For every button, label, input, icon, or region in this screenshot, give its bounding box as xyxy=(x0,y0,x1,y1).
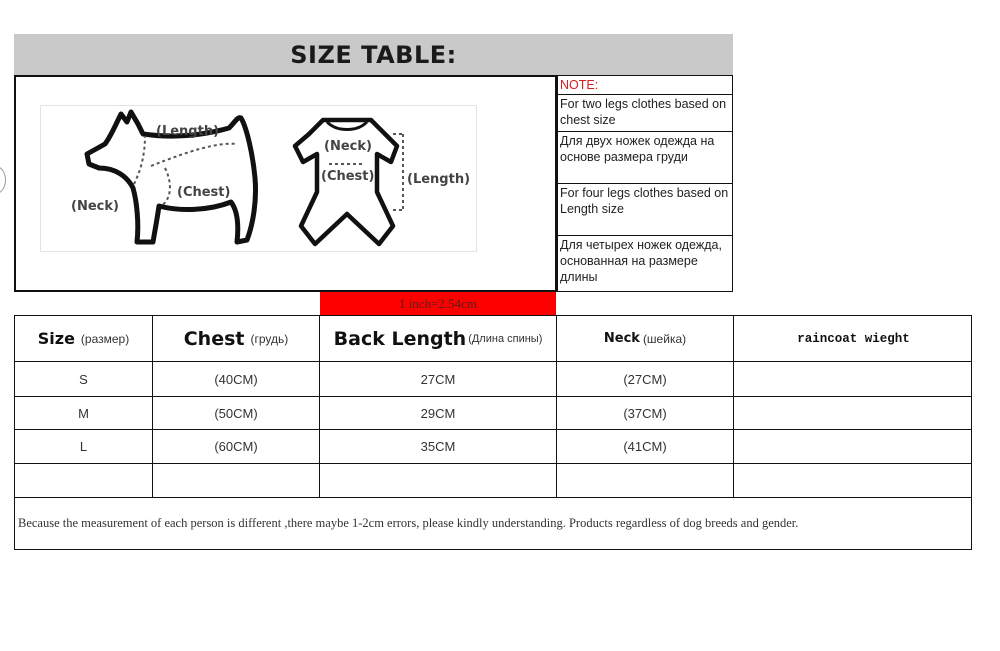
table-cell: 29CM xyxy=(420,405,456,421)
table-cell xyxy=(734,430,973,463)
table-cell: (40CM) xyxy=(214,371,258,387)
table-cell: (50CM) xyxy=(214,405,258,421)
table-cell: 35CM xyxy=(420,439,456,454)
unit-conversion-banner xyxy=(320,292,556,316)
note-item: Для двух ножек одежда на основе размера груди xyxy=(558,132,732,184)
table-cell: (60CM) xyxy=(214,439,258,454)
table-cell xyxy=(734,397,973,429)
table-cell: S xyxy=(79,371,88,387)
header-back-length xyxy=(320,316,556,361)
size-table xyxy=(14,315,972,550)
note-item: For two legs clothes based on chest size xyxy=(558,95,732,132)
header-back-length-main: Back Length xyxy=(333,327,467,350)
dog-length-label: (Length) xyxy=(156,124,220,139)
disclaimer-note: Because the measurement of each person is different ,there maybe 1-2cm errors, please kindly understanding. Products regardless of dog breeds and gender. xyxy=(18,516,799,530)
table-cell: (41CM) xyxy=(623,439,667,454)
table-cell xyxy=(153,464,319,497)
table-cell xyxy=(15,464,152,497)
note-item: For four legs clothes based on Length size xyxy=(558,184,732,236)
edge-handle xyxy=(0,166,6,194)
header-raincoat-weight-main: raincoat wieght xyxy=(797,331,910,346)
measurement-diagram xyxy=(40,105,477,252)
dog-chest-label: (Chest) xyxy=(177,185,231,200)
table-cell: (27CM) xyxy=(623,371,667,387)
table-cell xyxy=(734,464,973,497)
table-cell: L xyxy=(79,439,88,454)
table-cell xyxy=(320,464,556,497)
page-title xyxy=(14,34,733,76)
header-back-length-sub: (Длина спины) xyxy=(468,332,543,345)
title-text: SIZE TABLE: xyxy=(290,41,457,69)
diagram-drawing xyxy=(41,106,478,253)
header-neck-sub: (шейка) xyxy=(642,331,687,346)
unit-conversion-text: 1 inch=2.54cm xyxy=(398,296,478,311)
notes-panel xyxy=(556,75,733,292)
header-size-main: Size xyxy=(37,329,75,348)
note-title: NOTE: xyxy=(558,76,732,95)
header-size-sub: (размер) xyxy=(80,331,130,346)
header-neck xyxy=(557,316,733,361)
dog-neck-label: (Neck) xyxy=(71,199,119,214)
table-cell xyxy=(557,464,733,497)
shirt-neck-label: (Neck) xyxy=(324,139,372,154)
header-raincoat-weight xyxy=(734,316,973,361)
header-chest-main: Chest xyxy=(183,327,245,350)
shirt-chest-label: (Chest) xyxy=(321,169,375,184)
note-item: Для четырех ножек одежда, основанная на размере длины xyxy=(560,238,722,284)
table-cell: (37CM) xyxy=(623,405,667,421)
table-cell: 27CM xyxy=(420,371,456,387)
header-chest-sub: (грудь) xyxy=(250,331,289,346)
shirt-length-label: (Length) xyxy=(407,172,471,187)
header-chest xyxy=(153,316,319,361)
header-size xyxy=(15,316,152,361)
table-cell xyxy=(734,362,973,396)
table-cell: M xyxy=(78,405,89,421)
header-neck-main: Neck xyxy=(603,331,640,346)
